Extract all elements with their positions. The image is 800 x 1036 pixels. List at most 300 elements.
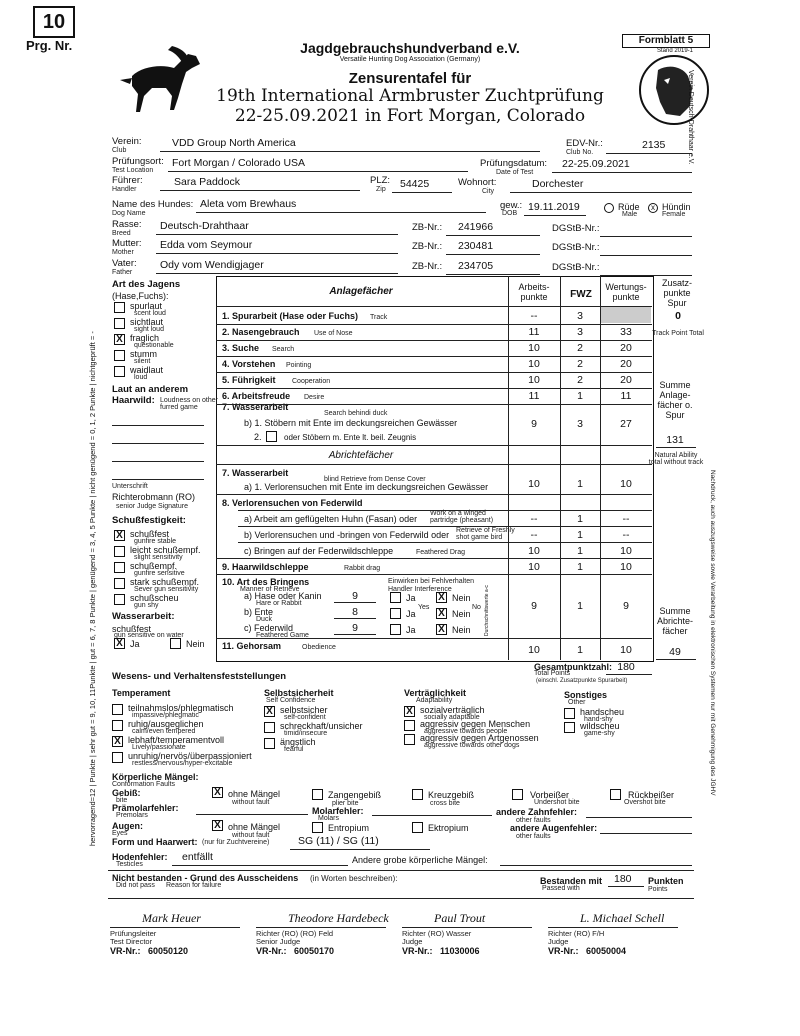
row-2-en: Use of Nose bbox=[314, 330, 353, 337]
row-a8c-arbeit: 10 bbox=[528, 545, 540, 557]
form-label: Form und Haarwert: bbox=[112, 837, 198, 847]
judge-1-vr-label: VR-Nr.: bbox=[256, 946, 287, 956]
a10-row-2-en: Feathered Game bbox=[256, 632, 309, 639]
abrichte-header: Abrichtefächer bbox=[328, 450, 394, 461]
a10-row-2-label: c) Federwild bbox=[244, 623, 294, 633]
schuss-0-checkbox[interactable]: X bbox=[114, 530, 125, 541]
schuss-2-label: schußempf. bbox=[130, 561, 178, 571]
row-6-en: Desire bbox=[304, 394, 325, 401]
judge-1-role-en: Senior Judge bbox=[256, 937, 301, 946]
row-a9-en: Rabbit drag bbox=[344, 565, 381, 572]
a10-row-1-nein-label: Nein bbox=[452, 609, 471, 619]
vertr-2-checkbox[interactable] bbox=[404, 734, 415, 745]
judge-0-vr-number: 60050120 bbox=[148, 946, 189, 956]
judge-3-signature: L. Michael Schell bbox=[580, 911, 665, 925]
row-7b2-checkbox[interactable] bbox=[266, 431, 277, 442]
vorbeisser-label: Vorbeißer bbox=[530, 790, 570, 800]
row-3-arbeit: 10 bbox=[528, 342, 540, 354]
row-5-fwz: 2 bbox=[577, 374, 583, 386]
zusatz-value: 0 bbox=[675, 310, 681, 322]
sonst-1-label: wildscheu bbox=[580, 721, 620, 731]
form-value: SG (11) / SG (11) bbox=[298, 835, 379, 847]
kreuzgebiss-sub: cross bite bbox=[430, 800, 460, 807]
vater-zb-label: ZB-Nr.: bbox=[412, 261, 443, 272]
selbst-0-sub: self-confident bbox=[284, 714, 326, 721]
row-a7-arbeit: 10 bbox=[528, 478, 540, 490]
zip-value: 54425 bbox=[400, 178, 430, 190]
test-date-value: 22-25.09.2021 bbox=[562, 158, 630, 170]
wasser-schussfest-label: schußfest bbox=[112, 624, 152, 634]
a10-row-1-ja-label: Ja bbox=[406, 609, 416, 619]
verein-sublabel: Club bbox=[112, 147, 127, 154]
temperament-2-label: lebhaft/temperamentvoll bbox=[128, 735, 225, 745]
ektropium-checkbox[interactable] bbox=[412, 822, 423, 833]
row-7-wert: 27 bbox=[620, 418, 632, 430]
temperament-3-checkbox[interactable] bbox=[112, 752, 123, 763]
row-a9-fwz: 1 bbox=[577, 561, 583, 573]
vertr-2-sub: aggressive towards other dogs bbox=[424, 742, 520, 749]
points-label: Points bbox=[648, 886, 668, 893]
row-7b2-label: 2. bbox=[254, 432, 262, 442]
row-a8b-wert: -- bbox=[622, 529, 630, 541]
row-7b-label: b) 1. Stöbern mit Ente im deckungsreichen Gewässer bbox=[244, 418, 458, 428]
laut-label: Laut an anderem bbox=[112, 384, 189, 395]
row-a10-handler-en: Handler Interference bbox=[388, 586, 452, 593]
row-a11-en: Obedience bbox=[302, 644, 336, 651]
richterobmann-label: Richterobmann (RO) bbox=[112, 492, 196, 502]
a10-row-1-label: b) Ente bbox=[244, 607, 274, 617]
schuss-4-label: schußscheu bbox=[130, 593, 179, 603]
a10-row-0-nein-checkbox[interactable]: X bbox=[436, 592, 447, 603]
row-7-label: 7. Wasserarbeit bbox=[222, 402, 289, 412]
row-5-en: Cooperation bbox=[292, 378, 331, 385]
judge-1-signature: Theodore Hardebeck bbox=[288, 911, 389, 925]
vertr-1-checkbox[interactable] bbox=[404, 720, 415, 731]
judge-2-vr-number: 11030006 bbox=[440, 946, 480, 956]
art-4-sub: loud bbox=[134, 374, 148, 381]
vertr-1-label: aggressiv gegen Menschen bbox=[420, 719, 531, 729]
a10-row-1-value: 8 bbox=[352, 606, 358, 618]
row-7b2-text: oder Stöbern m. Ente lt. beil. Zeugnis bbox=[284, 433, 417, 442]
unterschrift-label: Unterschrift bbox=[112, 483, 148, 490]
vertr-0-sub: socially adaptable bbox=[424, 714, 480, 721]
selbst-1-label: schreckhaft/unsicher bbox=[280, 721, 363, 731]
reason-label: Reason for failure bbox=[166, 882, 222, 889]
row-1-arbeit: -- bbox=[530, 310, 538, 322]
row-a8b-arbeit: -- bbox=[530, 529, 538, 541]
row-a11-wert: 10 bbox=[620, 644, 632, 656]
rasse-dgstb-label: DGStB-Nr.: bbox=[552, 223, 600, 234]
selbst-1-sub: timid/insecure bbox=[284, 730, 328, 737]
wasser-sublabel: gun sensitive on water bbox=[114, 632, 184, 639]
track-points-shaded-cell bbox=[601, 307, 651, 323]
rasse-zb-label: ZB-Nr.: bbox=[412, 222, 443, 233]
a10-row-0-label: a) Hase oder Kanin bbox=[244, 591, 322, 601]
row-a7-en: blind Retrieve from Dense Cover bbox=[324, 476, 426, 483]
a10-row-2-ja-checkbox[interactable] bbox=[390, 624, 401, 635]
temperament-1-label: ruhig/ausgeglichen bbox=[128, 719, 204, 729]
wesen-title: Wesens- und Verhaltensfeststellungen bbox=[112, 671, 287, 682]
rasse-label: Rasse: bbox=[112, 219, 142, 230]
row-a7-label: 7. Wasserarbeit bbox=[222, 468, 289, 478]
bite-ok-sub: without fault bbox=[232, 799, 270, 806]
art-des-jagens-title: Art des Jagens bbox=[112, 279, 181, 290]
koerper-sub: Conformation Faults bbox=[112, 781, 176, 788]
a10-row-0-value: 9 bbox=[352, 590, 358, 602]
row-3-label: 3. Suche bbox=[222, 343, 260, 353]
selbst-title: Selbstsicherheit bbox=[264, 688, 334, 698]
augenfehler-sub: other faults bbox=[516, 833, 551, 840]
vorbeisser-sub: Undershot bite bbox=[534, 799, 580, 806]
plz-label: PLZ: bbox=[370, 175, 391, 186]
handler-value: Sara Paddock bbox=[174, 176, 240, 188]
male-radio[interactable] bbox=[604, 203, 614, 213]
art-3-label: stumm bbox=[130, 349, 157, 359]
vater-dgstb-label: DGStB-Nr.: bbox=[552, 262, 600, 273]
vdd-seal-logo bbox=[620, 50, 718, 134]
art-4-label: waidlaut bbox=[130, 365, 164, 375]
sonst-0-label: handscheu bbox=[580, 707, 625, 717]
vertr-1-sub: aggressive towards people bbox=[424, 728, 508, 735]
row-a8a-fwz: 1 bbox=[577, 513, 583, 525]
club-number-value: 2135 bbox=[642, 139, 666, 151]
art-2-checkbox[interactable]: X bbox=[114, 334, 125, 345]
kreuzgebiss-checkbox[interactable] bbox=[412, 789, 423, 800]
dob-value: 19.11.2019 bbox=[528, 201, 580, 213]
row-a8a-arbeit: -- bbox=[530, 513, 538, 525]
row-a10-wert: 9 bbox=[623, 600, 629, 612]
did-not-pass-label: Did not pass bbox=[116, 882, 155, 889]
prg-number-box: 10 bbox=[33, 6, 75, 38]
org-subtitle: Versatile Hunting Dog Association (Germany) bbox=[339, 56, 481, 63]
art-1-label: sichtlaut bbox=[130, 317, 164, 327]
row-6-fwz: 1 bbox=[577, 390, 583, 402]
temperament-1-checkbox[interactable] bbox=[112, 720, 123, 731]
entropium-label: Entropium bbox=[328, 823, 370, 833]
temperament-2-sub: Lively/passionate bbox=[132, 744, 186, 751]
formblatt-box: Formblatt 5 bbox=[622, 34, 710, 48]
selbst-0-checkbox[interactable]: X bbox=[264, 706, 275, 717]
temperament-3-sub: restless/nervous/hyper-excitable bbox=[132, 760, 233, 767]
mutter-label: Mutter: bbox=[112, 238, 142, 249]
row-7-fwz: 3 bbox=[577, 418, 583, 430]
art-2-label: fraglich bbox=[130, 333, 160, 343]
judge-0-role-en: Test Director bbox=[110, 937, 153, 946]
city-value: Dorchester bbox=[532, 178, 584, 190]
row-a8a-wert: -- bbox=[622, 513, 630, 525]
header-arbeitspunkte: Arbeits-punkte bbox=[518, 282, 550, 302]
row-3-wert: 20 bbox=[620, 342, 632, 354]
zangengebiss-checkbox[interactable] bbox=[312, 789, 323, 800]
temperament-0-checkbox[interactable] bbox=[112, 704, 123, 715]
row-a9-wert: 10 bbox=[620, 561, 632, 573]
stand-label: Stand 2019-1 bbox=[656, 48, 694, 54]
a10-row-1-en: Duck bbox=[256, 616, 272, 623]
mother-value: Edda vom Seymour bbox=[160, 239, 253, 251]
vertr-2-label: aggressiv gegen Artgenossen bbox=[420, 733, 539, 743]
judge-2-signature: Paul Trout bbox=[434, 911, 486, 925]
father-zb-value: 234705 bbox=[458, 260, 494, 272]
entropium-checkbox[interactable] bbox=[312, 822, 323, 833]
breed-zb-value: 241966 bbox=[458, 221, 494, 233]
water-nein-checkbox[interactable] bbox=[170, 638, 181, 649]
row-a10-handler: Einwirken bei Fehlverhalten bbox=[388, 578, 474, 585]
row-a11-label: 11. Gehorsam bbox=[222, 641, 282, 651]
total-points-value: 180 bbox=[617, 661, 635, 673]
zahnfehler-label: andere Zahnfehler: bbox=[496, 807, 578, 817]
no-label: No bbox=[472, 604, 481, 611]
summe-anlage-label: Summe Anlage-fächer o. Spur bbox=[657, 380, 693, 420]
row-a9-arbeit: 10 bbox=[528, 561, 540, 573]
zahnfehler-sub: other faults bbox=[516, 817, 551, 824]
row-a8c-wert: 10 bbox=[620, 545, 632, 557]
row-4-arbeit: 10 bbox=[528, 358, 540, 370]
mother-zb-value: 230481 bbox=[458, 240, 494, 252]
row-6-label: 6. Arbeitsfreude bbox=[222, 391, 291, 401]
hoden-label: Hodenfehler: bbox=[112, 852, 168, 862]
row-a7-text: a) 1. Verlorensuchen mit Ente im deckungsreichen Gewässer bbox=[244, 482, 489, 492]
female-radio[interactable]: x bbox=[648, 203, 658, 213]
row-a10-label: 10. Art des Bringens bbox=[222, 577, 310, 587]
judge-0-role: Prüfungsleiter bbox=[110, 929, 157, 938]
edv-label: EDV-Nr.: bbox=[566, 138, 603, 149]
art-0-label: spurlaut bbox=[130, 301, 163, 311]
hund-label: Name des Hundes: bbox=[112, 199, 194, 210]
gesamt-en: Total Points bbox=[534, 670, 571, 677]
row-4-fwz: 2 bbox=[577, 358, 583, 370]
prg-label: Prg. Nr. bbox=[26, 38, 73, 53]
schuss-4-checkbox[interactable] bbox=[114, 594, 125, 605]
a10-row-2-value: 9 bbox=[352, 622, 358, 634]
row-a11-fwz: 1 bbox=[577, 644, 583, 656]
water-ja-label: Ja bbox=[130, 639, 140, 649]
haarwild-sublabel: Loudness on other furred game bbox=[160, 397, 218, 411]
hoden-sub: Testicles bbox=[116, 861, 143, 868]
a10-row-1-ja-checkbox[interactable] bbox=[390, 608, 401, 619]
schuss-1-sub: slight sensitivity bbox=[134, 554, 183, 561]
row-a7-fwz: 1 bbox=[577, 478, 583, 490]
row-3-fwz: 2 bbox=[577, 342, 583, 354]
breed-value: Deutsch-Drahthaar bbox=[160, 220, 249, 232]
punkten-label: Punkten bbox=[648, 876, 684, 886]
row-a8c-label: c) Bringen auf der Federwildschleppe bbox=[244, 546, 394, 556]
mutter-dgstb-label: DGStB-Nr.: bbox=[552, 242, 600, 253]
wohnort-label: Wohnort: bbox=[458, 177, 497, 188]
wasserarbeit-label: Wasserarbeit: bbox=[112, 611, 175, 622]
augen-label: Augen: bbox=[112, 821, 143, 831]
durchschnitt-label: Durchschnittswerte a-c bbox=[484, 585, 490, 636]
row-7-en: Search behindi duck bbox=[324, 410, 388, 417]
praemolar-label: Prämolarfehler: bbox=[112, 803, 179, 813]
row-a8-label: 8. Verlorensuchen von Federwild bbox=[222, 498, 363, 508]
seal-text: Verein Deutsch-Drahthaar e.V. bbox=[687, 70, 694, 165]
temperament-2-checkbox[interactable]: X bbox=[112, 736, 123, 747]
ektropium-label: Ektropium bbox=[428, 823, 469, 833]
yes-label: Yes bbox=[418, 604, 430, 611]
judge-3-vr-number: 60050004 bbox=[586, 946, 627, 956]
summe-anlage-value: 131 bbox=[666, 434, 684, 446]
test-title: 19th International Armbruster Zuchtprüfung bbox=[216, 86, 604, 106]
track-point-total-label: Track Point Total bbox=[652, 330, 704, 337]
selbst-sub: Self Confidence bbox=[266, 697, 316, 704]
wohnort-sublabel: City bbox=[482, 188, 495, 195]
vertr-0-label: sozialverträglich bbox=[420, 705, 485, 715]
art-2-sub: questionable bbox=[134, 342, 174, 349]
schuss-2-checkbox[interactable] bbox=[114, 562, 125, 573]
water-ja-checkbox[interactable]: X bbox=[114, 638, 125, 649]
row-2-label: 2. Nasengebrauch bbox=[222, 327, 300, 337]
mutter-zb-label: ZB-Nr.: bbox=[412, 241, 443, 252]
a10-row-0-ja-checkbox[interactable] bbox=[390, 592, 401, 603]
art-4-checkbox[interactable] bbox=[114, 366, 125, 377]
father-value: Ody vom Wendigjager bbox=[160, 259, 264, 271]
judge-3-role: Richter (RO) F/H bbox=[548, 929, 605, 938]
rasse-sublabel: Breed bbox=[112, 230, 131, 237]
rueckbeisser-label: Rückbeißer bbox=[628, 790, 675, 800]
nicht-bestanden-sub: (in Worten beschreiben): bbox=[310, 874, 398, 883]
judge-0-vr-label: VR-Nr.: bbox=[110, 946, 141, 956]
summe-abrichte-value: 49 bbox=[669, 646, 681, 658]
ort-label: Prüfungsort: bbox=[112, 156, 164, 167]
row-1-en: Track bbox=[370, 314, 388, 321]
art-1-checkbox[interactable] bbox=[114, 318, 125, 329]
header-wertungspunkte: Wertungs-punkte bbox=[605, 282, 647, 302]
row-a7-wert: 10 bbox=[620, 478, 632, 490]
art-0-checkbox[interactable] bbox=[114, 302, 125, 313]
schuss-3-checkbox[interactable] bbox=[114, 578, 125, 589]
art-3-checkbox[interactable] bbox=[114, 350, 125, 361]
row-6-arbeit: 11 bbox=[528, 390, 540, 402]
sonst-title: Sonstiges bbox=[564, 690, 608, 700]
passed-with-label: Passed with bbox=[542, 885, 580, 892]
schuss-3-label: stark schußempf. bbox=[130, 577, 200, 587]
augen-sub: Eyes bbox=[112, 830, 128, 837]
a10-row-0-nein-label: Nein bbox=[452, 593, 471, 603]
row-5-arbeit: 10 bbox=[528, 374, 540, 386]
judge-1-role: Richter (RO) (RO) Feld bbox=[256, 929, 334, 938]
male-label: Rüde bbox=[618, 202, 640, 212]
judge-0-signature: Mark Heuer bbox=[142, 911, 201, 925]
row-1-fwz: 3 bbox=[577, 310, 583, 322]
row-7-arbeit: 9 bbox=[531, 418, 537, 430]
sonst-1-checkbox[interactable] bbox=[564, 722, 575, 733]
bite-ok-label: ohne Mängel bbox=[228, 789, 281, 799]
rueckbeisser-checkbox[interactable] bbox=[610, 789, 621, 800]
row-a8c-fwz: 1 bbox=[577, 545, 583, 557]
selbst-2-checkbox[interactable] bbox=[264, 738, 275, 749]
grobe-maengel-label: Andere grobe körperliche Mängel: bbox=[352, 855, 488, 865]
gebiss-label: Gebiß: bbox=[112, 788, 141, 798]
header-fwz: FWZ bbox=[570, 289, 592, 300]
temperament-3-label: unruhig/nervös/überpassioniert bbox=[128, 751, 252, 761]
datum-sublabel: Date of Test bbox=[496, 169, 534, 176]
row-a11-arbeit: 10 bbox=[528, 644, 540, 656]
row-a8a-label: a) Arbeit am geflügelten Huhn (Fasan) oder bbox=[244, 514, 418, 524]
a10-row-2-nein-checkbox[interactable]: X bbox=[436, 624, 447, 635]
selbst-1-checkbox[interactable] bbox=[264, 722, 275, 733]
ort-sublabel: Test Location bbox=[112, 167, 154, 174]
gesamt-en2: (einschl. Zusatzpunkte Spurarbeit) bbox=[536, 678, 628, 684]
a10-row-0-en: Hare or Rabbit bbox=[256, 600, 302, 607]
eyes-ok-checkbox[interactable]: X bbox=[212, 820, 223, 831]
art-3-sub: silent bbox=[134, 358, 151, 365]
a10-row-2-ja-label: Ja bbox=[406, 625, 416, 635]
molar-sub: Molars bbox=[318, 815, 340, 822]
nicht-bestanden-label: Nicht bestanden - Grund des Ausscheidens bbox=[112, 873, 299, 883]
row-a9-label: 9. Haarwildschleppe bbox=[222, 562, 309, 572]
female-sublabel: Female bbox=[662, 211, 686, 218]
row-a8a-en: Work on a winged partridge (pheasant) bbox=[430, 510, 494, 524]
gebiss-sub: bite bbox=[116, 797, 128, 804]
rueckbeisser-sub: Overshot bite bbox=[624, 799, 666, 806]
vertr-0-checkbox[interactable]: X bbox=[404, 706, 415, 717]
augenfehler-label: andere Augenfehler: bbox=[510, 823, 598, 833]
water-nein-label: Nein bbox=[186, 639, 205, 649]
dog-name-value: Aleta vom Brewhaus bbox=[200, 198, 297, 210]
bestanden-label: Bestanden mit bbox=[540, 876, 603, 886]
gesamt-label: Gesamtpunktzahl: bbox=[534, 662, 613, 672]
female-label: Hündin bbox=[662, 202, 691, 212]
gew-label: gew.: bbox=[500, 200, 523, 211]
right-copyright-text: Nachdruck, auch auszugsweise sowie Verarbeitung in elektronischen Systemen nur mit Genehmigung des JGHV bbox=[709, 470, 716, 796]
temperament-0-sub: impassive/phlegmatic bbox=[132, 712, 199, 719]
row-a8b-label: b) Verlorensuchen und -bringen von Federwild oder bbox=[244, 530, 450, 540]
row-1-label: 1. Spurarbeit (Hase oder Fuchs) bbox=[222, 311, 359, 321]
male-sublabel: Male bbox=[622, 211, 638, 218]
judge-2-vr-label: VR-Nr.: bbox=[402, 946, 433, 956]
sonst-0-sub: hand-shy bbox=[584, 716, 613, 723]
row-3-en: Search bbox=[272, 346, 295, 353]
schuss-1-checkbox[interactable] bbox=[114, 546, 125, 557]
hoden-value: entfällt bbox=[182, 851, 213, 863]
judge-2-role-en: Judge bbox=[402, 937, 423, 946]
judge-3-role-en: Judge bbox=[548, 937, 569, 946]
club-value: VDD Group North America bbox=[172, 137, 296, 149]
sonst-0-checkbox[interactable] bbox=[564, 708, 575, 719]
a10-row-1-nein-checkbox[interactable]: X bbox=[436, 608, 447, 619]
mutter-sublabel: Mother bbox=[112, 249, 134, 256]
selbst-0-label: selbstsicher bbox=[280, 705, 328, 715]
koerper-title: Körperliche Mängel: bbox=[112, 772, 199, 782]
temperament-0-label: teilnahmslos/phlegmatisch bbox=[128, 703, 234, 713]
vater-label: Vater: bbox=[112, 258, 137, 269]
gew-sublabel: DOB bbox=[502, 210, 518, 217]
schussfestigkeit-label: Schußfestigkeit: bbox=[112, 515, 186, 526]
test-dates-location: 22-25.09.2021 in Fort Morgan, Colorado bbox=[234, 106, 586, 126]
row-5-label: 5. Führigkeit bbox=[222, 375, 276, 385]
vorbeisser-checkbox[interactable] bbox=[512, 789, 523, 800]
bite-ok-checkbox[interactable]: X bbox=[212, 787, 223, 798]
art-des-jagens-sub: (Hase,Fuchs): bbox=[112, 291, 169, 301]
org-name: Jagdgebrauchshundverband e.V. bbox=[300, 40, 520, 56]
schuss-4-sub: gun shy bbox=[134, 602, 159, 609]
sonst-1-sub: game-shy bbox=[584, 730, 615, 737]
row-2-wert: 33 bbox=[620, 326, 632, 338]
fuehrer-sublabel: Handler bbox=[112, 186, 137, 193]
praemolar-sub: Premolars bbox=[116, 812, 148, 819]
row-a8c-en: Feathered Drag bbox=[416, 549, 466, 556]
row-a10-arbeit: 9 bbox=[531, 600, 537, 612]
row-a10-en: Manner of Retrieve bbox=[240, 586, 300, 593]
schuss-0-label: schußfest bbox=[130, 529, 170, 539]
left-scale-text: hervorragend=12 | Punkte | sehr gut = 9, 10, 11Punkte | gut = 6, 7, 8 Punkte | genügend = 3, 4, 5 Punkte | nicht genügend = 0, 1, 2 Punkte | nichtgeprüft = - bbox=[88, 331, 97, 846]
judge-2-role: Richter (RO) Wasser bbox=[402, 929, 472, 938]
verein-label: Verein: bbox=[112, 136, 142, 147]
sonst-sub: Other bbox=[568, 699, 586, 706]
art-0-sub: scent loud bbox=[134, 310, 166, 317]
vertr-sub: Adaptability bbox=[416, 697, 453, 704]
row-2-arbeit: 11 bbox=[528, 326, 540, 338]
